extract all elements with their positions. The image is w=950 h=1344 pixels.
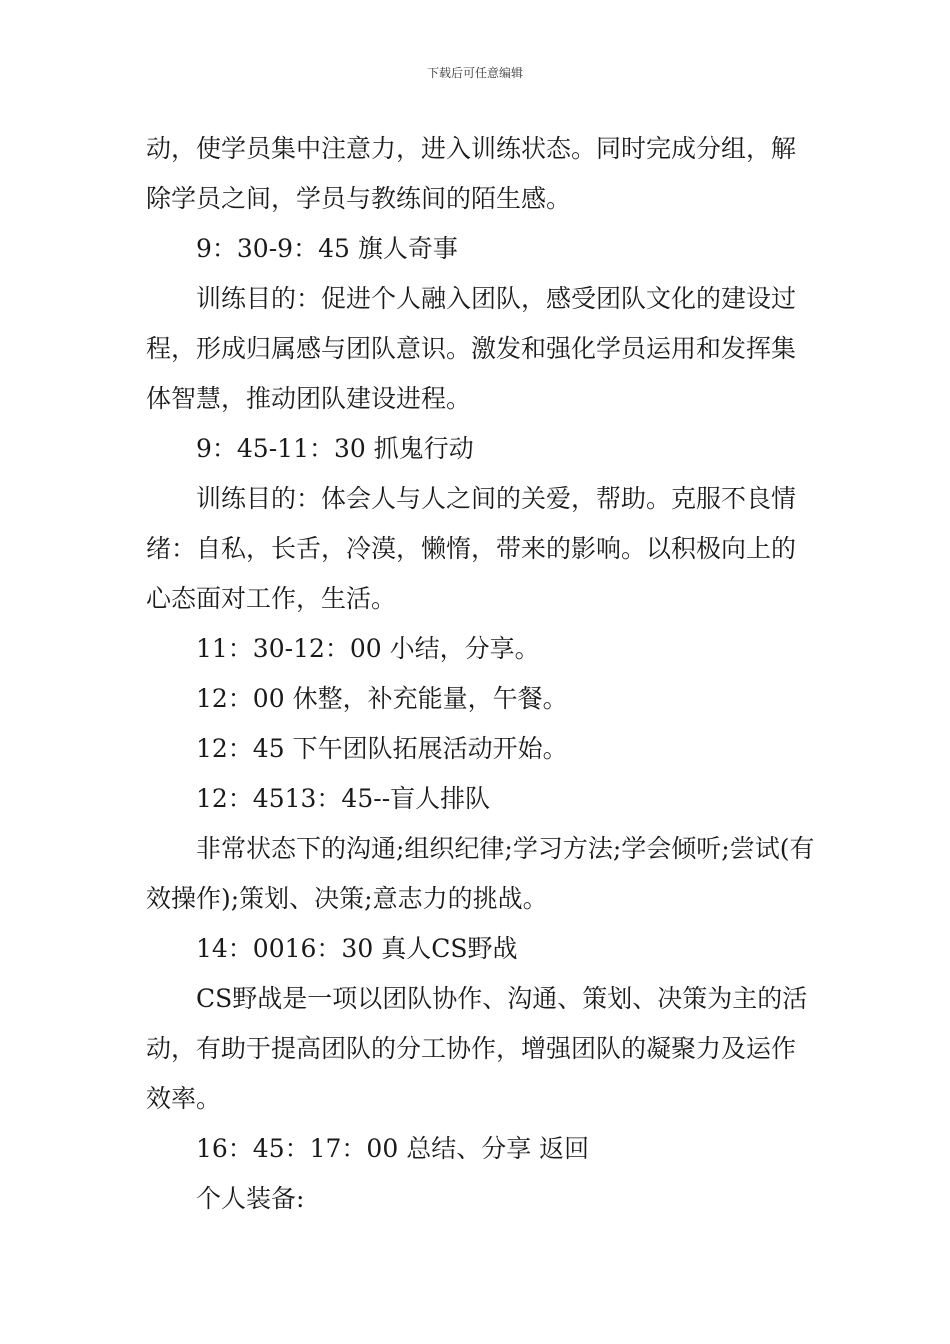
training-goal-paragraph: 训练目的：促进个人融入团队，感受团队文化的建设过程，形成归属感与团队意识。激发和强化学员运用和发挥集体智慧，推动团队建设进程。 [146,284,797,413]
schedule-item-afternoon-start: 12：45 下午团队拓展活动开始。 [196,734,568,763]
paragraph-continuation: 动，使学员集中注意力，进入训练状态。同时完成分组，解除学员之间，学员与教练间的陌生感。 [146,134,797,213]
activity-description-paragraph: CS野战是一项以团队协作、沟通、策划、决策为主的活动，有助于提高团队的分工协作，增强团队的凝聚力及运作效率。 [146,984,808,1113]
activity-description-paragraph: 非常状态下的沟通;组织纪律;学习方法;学会倾听;尝试(有效操作);策划、决策;意志力的挑战。 [146,834,815,913]
schedule-item-catch-ghost: 9：45-11：30 抓鬼行动 [196,434,474,463]
document-body [146,124,816,1224]
training-goal-paragraph: 训练目的：体会人与人之间的关爱，帮助。克服不良情绪：自私，长舌，冷漠，懒惰，带来的影响。以积极向上的心态面对工作，生活。 [146,484,797,613]
page-header-note: 下载后可任意编辑 [426,66,523,80]
schedule-item-lunch: 12：00 休整，补充能量，午餐。 [196,684,568,713]
schedule-item-flag-game: 9：30-9：45 旗人奇事 [196,234,458,263]
schedule-item-wrap-up: 16：45：17：00 总结、分享 返回 [196,1134,590,1163]
schedule-item-blind-line: 12：4513：45--盲人排队 [196,784,491,813]
schedule-item-summary: 11：30-12：00 小结，分享。 [196,634,540,663]
schedule-item-cs-field: 14：0016：30 真人CS野战 [196,934,518,963]
section-heading-equipment: 个人装备: [196,1184,305,1213]
